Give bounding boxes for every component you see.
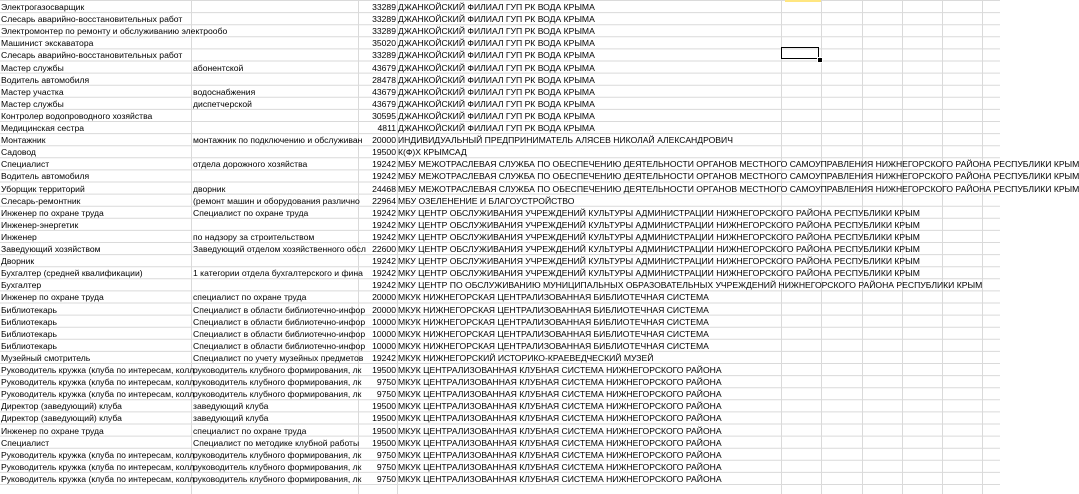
- cell-profession[interactable]: Садовод: [1, 147, 36, 158]
- cell-detail[interactable]: абонентской: [193, 62, 244, 73]
- table-row: [0, 25, 1000, 37]
- cell-detail[interactable]: 1 категории отдела бухгалтерского и фина: [193, 268, 363, 279]
- cell-detail[interactable]: Специалист по учету музейных предметов: [193, 352, 364, 363]
- cell-profession[interactable]: Инженер: [1, 231, 37, 242]
- cell-employer[interactable]: МКУК ЦЕНТРАЛИЗОВАННАЯ КЛУБНАЯ СИСТЕМА НИЖНЕГОРСКОГО РАЙОНА: [398, 425, 722, 436]
- cell-detail[interactable]: [193, 1, 357, 13]
- cell-detail[interactable]: Заведующий отделом хозяйственного обсл: [193, 244, 366, 254]
- cell-employer[interactable]: МКУК НИЖНЕГОРСКАЯ ЦЕНТРАЛИЗОВАННАЯ БИБЛИОТЕЧНАЯ СИСТЕМА: [398, 340, 709, 351]
- cell-employer[interactable]: МКУК ЦЕНТРАЛИЗОВАННАЯ КЛУБНАЯ СИСТЕМА НИЖНЕГОРСКОГО РАЙОНА: [398, 365, 722, 375]
- cell-salary[interactable]: 33289: [372, 14, 396, 25]
- cell-employer[interactable]: ДЖАНКОЙСКИЙ ФИЛИАЛ ГУП РК ВОДА КРЫМА: [398, 98, 595, 109]
- cell-profession[interactable]: Водитель автомобиля: [1, 74, 90, 85]
- table-row: [0, 37, 1000, 49]
- cell-profession[interactable]: Директор (заведующий) клуба: [1, 413, 122, 424]
- cell-salary[interactable]: 19242: [372, 231, 396, 242]
- cell-detail[interactable]: водоснабжения: [193, 86, 256, 97]
- table-row: [0, 437, 1000, 449]
- cell-salary[interactable]: 10000: [372, 340, 396, 351]
- cell-employer[interactable]: ДЖАНКОЙСКИЙ ФИЛИАЛ ГУП РК ВОДА КРЫМА: [398, 110, 595, 121]
- cell-detail[interactable]: заведующий клуба: [193, 413, 269, 424]
- cell-employer[interactable]: МКУК НИЖНЕГОРСКИЙ ИСТОРИКО-КРАЕВЕДЧЕСКИЙ МУЗЕЙ: [398, 352, 654, 363]
- cell-profession[interactable]: Руководитель кружка (клуба по интересам, колл: [1, 473, 195, 484]
- cell-detail[interactable]: Специалист в области библиотечно-инфор: [193, 328, 366, 339]
- cell-profession[interactable]: Руководитель кружка (клуба по интересам, колл: [1, 389, 195, 400]
- table-row: [0, 461, 1000, 473]
- cell-profession[interactable]: Мастер участка: [1, 86, 64, 97]
- cell-detail[interactable]: по надзору за строительством: [193, 231, 315, 242]
- cell-profession[interactable]: Бухгалтер (средней квалификации): [1, 268, 143, 279]
- cell-employer[interactable]: МКУК НИЖНЕГОРСКАЯ ЦЕНТРАЛИЗОВАННАЯ БИБЛИОТЕЧНАЯ СИСТЕМА: [398, 316, 709, 327]
- cell-detail[interactable]: Специалист по охране труда: [193, 207, 309, 218]
- cell-salary[interactable]: 10000: [372, 316, 396, 327]
- cell-profession[interactable]: Библиотекарь: [1, 304, 57, 315]
- cell-profession[interactable]: Руководитель кружка (клуба по интересам, колл: [1, 365, 195, 375]
- cell-profession[interactable]: Слесарь-ремонтник: [1, 195, 81, 206]
- cell-employer[interactable]: МБУ МЕЖОТРАСЛЕВАЯ СЛУЖБА ПО ОБЕСПЕЧЕНИЮ ДЕЯТЕЛЬНОСТИ ОРГАНОВ МЕСТНОГО САМОУПРАВЛЕНИЯ НИЖНЕГОРСКОГО РАЙОНА РЕСПУБЛИКИ КРЫМ: [398, 183, 1079, 194]
- cell-employer[interactable]: ДЖАНКОЙСКИЙ ФИЛИАЛ ГУП РК ВОДА КРЫМА: [398, 14, 595, 25]
- cell-detail[interactable]: заведующий клуба: [193, 401, 269, 412]
- cell-profession[interactable]: Мастер службы: [1, 98, 64, 109]
- cell-profession[interactable]: Специалист: [1, 159, 50, 170]
- cell-salary[interactable]: 9750: [376, 377, 396, 388]
- cell-employer[interactable]: МКУК ЦЕНТРАЛИЗОВАННАЯ КЛУБНАЯ СИСТЕМА НИЖНЕГОРСКОГО РАЙОНА: [398, 389, 722, 400]
- cell-profession[interactable]: Бухгалтер: [1, 280, 42, 291]
- table-row: [0, 1, 1000, 13]
- cell-detail[interactable]: руководитель клубного формирования, лк: [193, 389, 362, 400]
- cell-detail[interactable]: [193, 25, 357, 37]
- cell-profession[interactable]: Директор (заведующий) клуба: [1, 401, 122, 412]
- cell-salary[interactable]: 19500: [372, 413, 396, 424]
- table-row: [0, 158, 1079, 170]
- cell-detail[interactable]: руководитель клубного формирования, лк: [193, 449, 362, 460]
- table-row: [0, 207, 1000, 219]
- cell-salary[interactable]: 19500: [372, 147, 396, 158]
- cell-detail[interactable]: специалист по охране труда: [193, 292, 307, 303]
- cell-salary[interactable]: 43679: [372, 98, 396, 109]
- cell-salary[interactable]: 19242: [372, 280, 396, 291]
- cell-salary[interactable]: 20000: [372, 292, 396, 303]
- table-row: [0, 13, 1000, 25]
- cell-detail[interactable]: (ремонт машин и оборудования различно: [193, 195, 360, 206]
- cell-profession[interactable]: Слесарь аварийно-восстановительных работ: [1, 14, 183, 25]
- cell-employer[interactable]: ДЖАНКОЙСКИЙ ФИЛИАЛ ГУП РК ВОДА КРЫМА: [398, 123, 595, 133]
- table-row: [0, 219, 1000, 231]
- cell-salary[interactable]: 19500: [372, 425, 396, 436]
- cell-employer[interactable]: МКУ ЦЕНТР ПО ОБСЛУЖИВАНИЮ МУНИЦИПАЛЬНЫХ ОБРАЗОВАТЕЛЬНЫХ УЧРЕЖДЕНИЙ НИЖНЕГОРСКОГО РАЙОНА РЕСПУБЛИКИ КРЫМ: [398, 280, 983, 291]
- table-row: [0, 98, 1000, 110]
- cell-employer[interactable]: МКУК ЦЕНТРАЛИЗОВАННАЯ КЛУБНАЯ СИСТЕМА НИЖНЕГОРСКОГО РАЙОНА: [398, 437, 722, 448]
- cell-profession[interactable]: Электромонтер по ремонту и обслуживанию электрообо: [1, 26, 228, 37]
- table-row: [0, 267, 1000, 279]
- cell-profession[interactable]: Монтажник: [1, 135, 46, 146]
- cell-detail[interactable]: руководитель клубного формирования, лк: [193, 377, 362, 388]
- cell-profession[interactable]: Инженер-энергетик: [1, 219, 79, 230]
- cell-detail[interactable]: руководитель клубного формирования, лк: [193, 365, 362, 375]
- cell-profession[interactable]: Библиотекарь: [1, 316, 57, 327]
- cell-profession[interactable]: Руководитель кружка (клуба по интересам, колл: [1, 449, 195, 460]
- cell-detail[interactable]: [193, 146, 357, 158]
- cell-profession[interactable]: Инженер по охране труда: [1, 425, 104, 436]
- cell-detail[interactable]: [193, 37, 357, 49]
- cell-profession[interactable]: Машинист экскаватора: [1, 38, 94, 49]
- selected-cell[interactable]: [781, 47, 819, 59]
- cell-detail[interactable]: отдела дорожного хозяйства: [193, 159, 308, 170]
- cell-salary[interactable]: 9750: [376, 461, 396, 472]
- cell-detail[interactable]: [193, 279, 357, 291]
- table-row: [0, 352, 1000, 364]
- table-row: [0, 146, 1000, 158]
- cell-employer[interactable]: МКУК ЦЕНТРАЛИЗОВАННАЯ КЛУБНАЯ СИСТЕМА НИЖНЕГОРСКОГО РАЙОНА: [398, 413, 722, 424]
- cell-salary[interactable]: 19242: [372, 268, 396, 279]
- cell-profession[interactable]: Водитель автомобиля: [1, 171, 90, 182]
- cell-salary[interactable]: 33289: [372, 50, 396, 61]
- cell-salary[interactable]: 10000: [372, 328, 396, 339]
- cell-employer[interactable]: ИНДИВИДУАЛЬНЫЙ ПРЕДПРИНИМАТЕЛЬ АЛЯСЕВ НИКОЛАЙ АЛЕКСАНДРОВИЧ: [398, 135, 733, 146]
- table-row: [0, 340, 1000, 352]
- cell-salary[interactable]: 19242: [372, 159, 396, 170]
- table-row: [0, 62, 1000, 74]
- cell-salary[interactable]: 19242: [372, 207, 396, 218]
- cell-detail[interactable]: специалист по охране труда: [193, 425, 307, 436]
- table-row: [0, 400, 1000, 412]
- cell-detail[interactable]: [193, 219, 357, 231]
- cell-detail[interactable]: монтажник по подключению и обслуживан: [193, 135, 363, 146]
- cell-employer[interactable]: МКУ ЦЕНТР ОБСЛУЖИВАНИЯ УЧРЕЖДЕНИЙ КУЛЬТУРЫ АДМИНИСТРАЦИИ НИЖНЕГОРСКОГО РАЙОНА РЕСПУБЛИКИ КРЫМ: [398, 207, 920, 218]
- cell-profession[interactable]: Инженер по охране труда: [1, 207, 104, 218]
- cell-profession[interactable]: Медицинская сестра: [1, 123, 85, 133]
- cell-detail[interactable]: Специалист в области библиотечно-инфор: [193, 340, 366, 351]
- cell-salary[interactable]: 28478: [372, 74, 396, 85]
- cell-employer[interactable]: МКУ ЦЕНТР ОБСЛУЖИВАНИЯ УЧРЕЖДЕНИЙ КУЛЬТУРЫ АДМИНИСТРАЦИИ НИЖНЕГОРСКОГО РАЙОНА РЕСПУБЛИКИ КРЫМ: [398, 268, 920, 279]
- cell-profession[interactable]: Руководитель кружка (клуба по интересам, колл: [1, 377, 195, 388]
- cell-detail[interactable]: [193, 122, 357, 134]
- cell-salary[interactable]: 20000: [372, 304, 396, 315]
- table-row: [0, 425, 1000, 437]
- cell-detail[interactable]: [193, 255, 357, 267]
- cell-detail[interactable]: диспетчерской: [193, 98, 252, 109]
- table-row: [0, 412, 1000, 424]
- cell-detail[interactable]: [193, 49, 357, 61]
- cell-profession[interactable]: Библиотекарь: [1, 328, 57, 339]
- cell-salary[interactable]: 9750: [376, 449, 396, 460]
- cell-employer[interactable]: ДЖАНКОЙСКИЙ ФИЛИАЛ ГУП РК ВОДА КРЫМА: [398, 74, 595, 85]
- cell-salary[interactable]: 19242: [372, 219, 396, 230]
- table-row: [0, 328, 1000, 340]
- table-row: [0, 388, 1000, 400]
- cell-employer[interactable]: МКУК НИЖНЕГОРСКАЯ ЦЕНТРАЛИЗОВАННАЯ БИБЛИОТЕЧНАЯ СИСТЕМА: [398, 304, 709, 315]
- cell-employer[interactable]: ДЖАНКОЙСКИЙ ФИЛИАЛ ГУП РК ВОДА КРЫМА: [398, 62, 595, 73]
- cell-employer[interactable]: МКУК ЦЕНТРАЛИЗОВАННАЯ КЛУБНАЯ СИСТЕМА НИЖНЕГОРСКОГО РАЙОНА: [398, 473, 722, 484]
- cell-profession[interactable]: Руководитель кружка (клуба по интересам, колл: [1, 461, 195, 472]
- table-row: [0, 304, 1000, 316]
- cell-salary[interactable]: 19500: [372, 437, 396, 448]
- cell-salary[interactable]: 19242: [372, 171, 396, 182]
- cell-salary[interactable]: 22964: [372, 195, 396, 206]
- cell-employer[interactable]: К(Ф)Х КРЫМСАД: [398, 147, 467, 158]
- cell-profession[interactable]: Мастер службы: [1, 62, 64, 73]
- cell-profession[interactable]: Специалист: [1, 437, 50, 448]
- cell-detail[interactable]: [193, 110, 357, 122]
- cell-salary[interactable]: 43679: [372, 86, 396, 97]
- cell-salary[interactable]: 19242: [372, 256, 396, 267]
- cell-salary[interactable]: 9750: [376, 389, 396, 400]
- cell-employer[interactable]: МКУК НИЖНЕГОРСКАЯ ЦЕНТРАЛИЗОВАННАЯ БИБЛИОТЕЧНАЯ СИСТЕМА: [398, 292, 709, 303]
- cell-employer[interactable]: МКУ ЦЕНТР ОБСЛУЖИВАНИЯ УЧРЕЖДЕНИЙ КУЛЬТУРЫ АДМИНИСТРАЦИИ НИЖНЕГОРСКОГО РАЙОНА РЕСПУБЛИКИ КРЫМ: [398, 256, 920, 267]
- table-row: [0, 86, 1000, 98]
- cell-employer[interactable]: ДЖАНКОЙСКИЙ ФИЛИАЛ ГУП РК ВОДА КРЫМА: [398, 50, 595, 61]
- cell-salary[interactable]: 33289: [372, 2, 396, 12]
- cell-profession[interactable]: Слесарь аварийно-восстановительных работ: [1, 50, 183, 61]
- cell-employer[interactable]: МКУ ЦЕНТР ОБСЛУЖИВАНИЯ УЧРЕЖДЕНИЙ КУЛЬТУРЫ АДМИНИСТРАЦИИ НИЖНЕГОРСКОГО РАЙОНА РЕСПУБЛИКИ КРЫМ: [398, 219, 920, 230]
- cell-employer[interactable]: МБУ ОЗЕЛЕНЕНИЕ И БЛАГОУСТРОЙСТВО: [398, 195, 575, 206]
- table-row: [0, 231, 1000, 243]
- cell-salary[interactable]: 9750: [376, 473, 396, 484]
- cell-employer[interactable]: ДЖАНКОЙСКИЙ ФИЛИАЛ ГУП РК ВОДА КРЫМА: [398, 2, 595, 12]
- cell-detail[interactable]: Специалист по методике клубной работы: [193, 437, 360, 448]
- cell-employer[interactable]: ДЖАНКОЙСКИЙ ФИЛИАЛ ГУП РК ВОДА КРЫМА: [398, 26, 595, 37]
- cell-employer[interactable]: МКУК ЦЕНТРАЛИЗОВАННАЯ КЛУБНАЯ СИСТЕМА НИЖНЕГОРСКОГО РАЙОНА: [398, 401, 722, 412]
- cell-employer[interactable]: МБУ МЕЖОТРАСЛЕВАЯ СЛУЖБА ПО ОБЕСПЕЧЕНИЮ ДЕЯТЕЛЬНОСТИ ОРГАНОВ МЕСТНОГО САМОУПРАВЛЕНИЯ НИЖНЕГОРСКОГО РАЙОНА РЕСПУБЛИКИ КРЫМ: [398, 159, 1079, 170]
- cell-profession[interactable]: Музейный смотритель: [1, 352, 91, 363]
- cell-salary[interactable]: 20000: [372, 135, 396, 146]
- table-row: [0, 255, 1000, 267]
- cell-employer[interactable]: МКУ ЦЕНТР ОБСЛУЖИВАНИЯ УЧРЕЖДЕНИЙ КУЛЬТУРЫ АДМИНИСТРАЦИИ НИЖНЕГОРСКОГО РАЙОНА РЕСПУБЛИКИ КРЫМ: [398, 244, 920, 254]
- cell-salary[interactable]: 43679: [372, 62, 396, 73]
- cell-detail[interactable]: [193, 74, 357, 86]
- table-row: [0, 279, 1000, 291]
- cell-employer[interactable]: ДЖАНКОЙСКИЙ ФИЛИАЛ ГУП РК ВОДА КРЫМА: [398, 38, 595, 49]
- fill-handle[interactable]: [817, 57, 823, 63]
- cell-salary[interactable]: 22600: [372, 244, 396, 254]
- cell-salary[interactable]: 4811: [377, 123, 396, 133]
- cell-salary[interactable]: 30595: [372, 110, 396, 121]
- table-row: [0, 376, 1000, 388]
- table-row: [0, 122, 1000, 134]
- cell-salary[interactable]: 19242: [372, 352, 396, 363]
- cell-salary[interactable]: 33289: [372, 26, 396, 37]
- table-row: [0, 110, 1000, 122]
- table-row: [0, 291, 1000, 303]
- cell-employer[interactable]: МКУ ЦЕНТР ОБСЛУЖИВАНИЯ УЧРЕЖДЕНИЙ КУЛЬТУРЫ АДМИНИСТРАЦИИ НИЖНЕГОРСКОГО РАЙОНА РЕСПУБЛИКИ КРЫМ: [398, 231, 920, 242]
- cell-employer[interactable]: МКУК НИЖНЕГОРСКАЯ ЦЕНТРАЛИЗОВАННАЯ БИБЛИОТЕЧНАЯ СИСТЕМА: [398, 328, 709, 339]
- cell-detail[interactable]: Специалист в области библиотечно-инфор: [193, 316, 366, 327]
- cell-detail[interactable]: дворник: [193, 183, 226, 194]
- cell-employer[interactable]: МКУК ЦЕНТРАЛИЗОВАННАЯ КЛУБНАЯ СИСТЕМА НИЖНЕГОРСКОГО РАЙОНА: [398, 377, 722, 388]
- table-row: [0, 134, 1000, 146]
- table-row: [0, 183, 1079, 195]
- cell-employer[interactable]: МБУ МЕЖОТРАСЛЕВАЯ СЛУЖБА ПО ОБЕСПЕЧЕНИЮ ДЕЯТЕЛЬНОСТИ ОРГАНОВ МЕСТНОГО САМОУПРАВЛЕНИЯ НИЖНЕГОРСКОГО РАЙОНА РЕСПУБЛИКИ КРЫМ: [398, 171, 1079, 182]
- cell-detail[interactable]: Специалист в области библиотечно-инфор: [193, 304, 366, 315]
- cell-profession[interactable]: Контролер водопроводного хозяйства: [1, 110, 153, 121]
- table-row: [0, 170, 1079, 182]
- cell-detail[interactable]: руководитель клубного формирования, лк: [193, 473, 362, 484]
- table-row: [0, 316, 1000, 328]
- cell-profession[interactable]: Заведующий хозяйством: [1, 244, 101, 254]
- cell-profession[interactable]: Электрогазосварщик: [1, 2, 85, 12]
- cell-employer[interactable]: ДЖАНКОЙСКИЙ ФИЛИАЛ ГУП РК ВОДА КРЫМА: [398, 86, 595, 97]
- table-row: [0, 74, 1000, 86]
- cell-salary[interactable]: 19500: [372, 401, 396, 412]
- cell-profession[interactable]: Уборщик территорий: [1, 183, 85, 194]
- cell-detail[interactable]: руководитель клубного формирования, лк: [193, 461, 362, 472]
- table-row: [0, 243, 1000, 255]
- cell-profession[interactable]: Дворник: [1, 256, 35, 267]
- cell-profession[interactable]: Библиотекарь: [1, 340, 57, 351]
- cell-employer[interactable]: МКУК ЦЕНТРАЛИЗОВАННАЯ КЛУБНАЯ СИСТЕМА НИЖНЕГОРСКОГО РАЙОНА: [398, 461, 722, 472]
- table-row: [0, 449, 1000, 461]
- table-row: [0, 49, 1000, 61]
- cell-salary[interactable]: 35020: [372, 38, 396, 49]
- cell-salary[interactable]: 19500: [372, 365, 396, 375]
- cell-detail[interactable]: [193, 170, 357, 182]
- cell-employer[interactable]: МКУК ЦЕНТРАЛИЗОВАННАЯ КЛУБНАЯ СИСТЕМА НИЖНЕГОРСКОГО РАЙОНА: [398, 449, 722, 460]
- table-row: [0, 364, 1000, 376]
- table-row: [0, 195, 1000, 207]
- cell-salary[interactable]: 24468: [372, 183, 396, 194]
- table-row: [0, 473, 1000, 485]
- cell-profession[interactable]: Инженер по охране труда: [1, 292, 104, 303]
- cell-detail[interactable]: [193, 13, 357, 25]
